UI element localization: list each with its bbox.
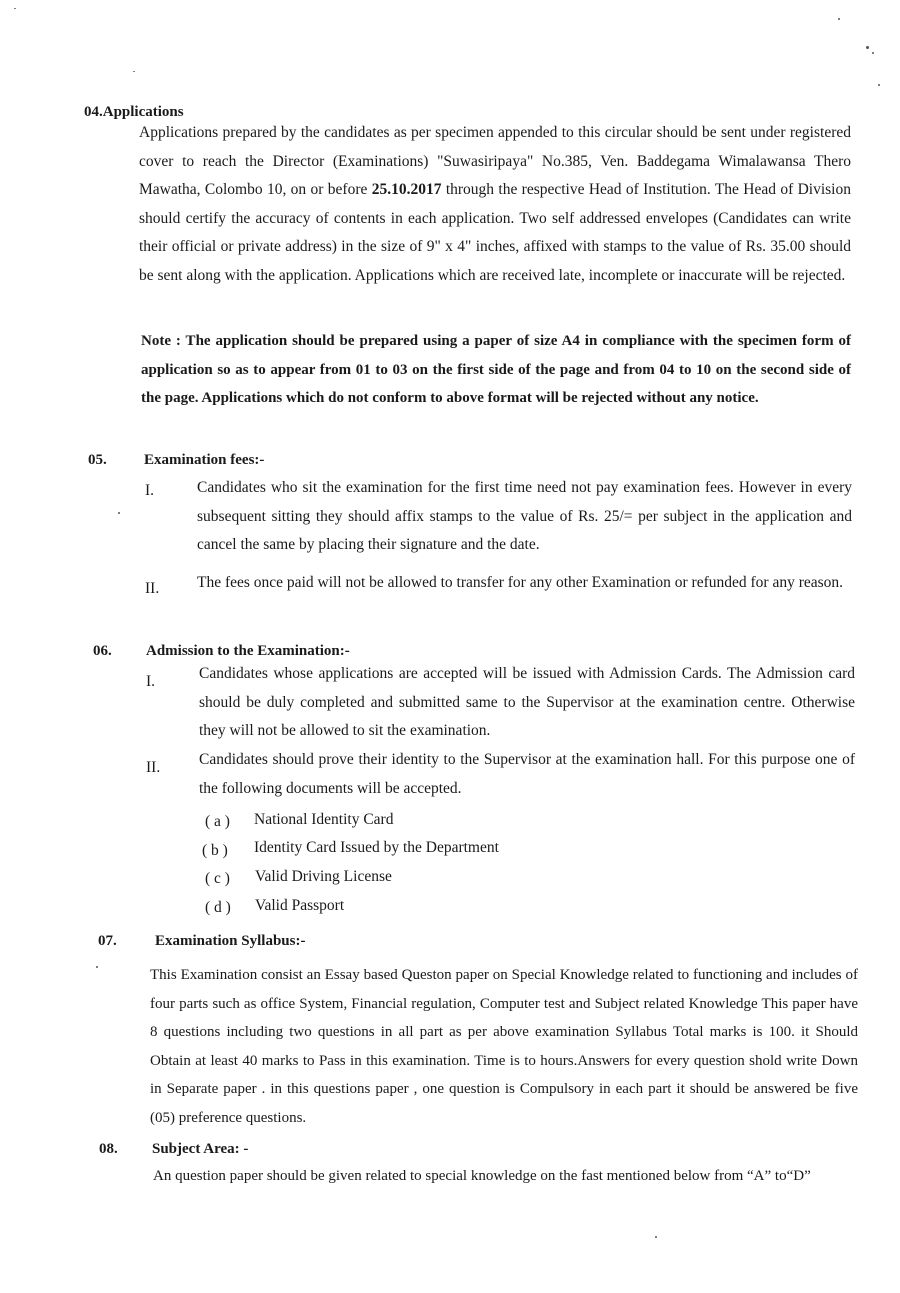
scan-speck: [872, 52, 874, 54]
document-item-text: Valid Passport: [255, 897, 345, 914]
section-06-item-i-text: Candidates whose applications are accepted will be issued with Admission Cards. The Admission card should be duly completed and submitted same to the Supervisor at the examination centre. Otherwise they will not be allowed to sit the examination.: [199, 665, 855, 739]
document-item-text: Valid Driving License: [255, 868, 392, 885]
section-06-item-ii-text: Candidates should prove their identity to the Supervisor at the examination hall. For this purpose one of the following documents will be accepted.: [199, 751, 855, 797]
scan-speck: [14, 8, 16, 9]
document-item-text: Identity Card Issued by the Department: [254, 839, 499, 856]
scan-speck: [655, 1236, 657, 1238]
section-06-number: 06.: [93, 643, 112, 659]
scan-speck: [133, 71, 135, 72]
section-04-paragraph: [139, 119, 851, 290]
section-04-text-start: Applications prepared by the candidates as per specimen appended to this circular should be sent under registered cover to reach the Director (Examinations) "Suwasiripaya" No.385, Ven. Baddegama Wimalawansa Thero Mawatha, Colombo 10, on or before: [139, 124, 851, 198]
document-item-label: ( d ): [205, 899, 231, 916]
scan-speck: [96, 966, 98, 968]
section-07-heading: Examination Syllabus:-: [155, 933, 306, 949]
section-05-item-ii-text: The fees once paid will not be allowed to transfer for any other Examination or refunded for any reason.: [197, 574, 844, 591]
section-04-heading: 04.Applications: [84, 104, 184, 120]
scan-speck: [118, 512, 120, 514]
section-08-number: 08.: [99, 1141, 118, 1157]
deadline-date: 25.10.2017: [371, 181, 442, 198]
section-04-note: Note : The application should be prepared using a paper of size A4 in compliance with the specimen form of application so as to appear from 01 to 03 on the first side of the page and from 04 to 10 on the second side of the page. Applications which do not conform to above format will be rejected without any notice.: [141, 333, 851, 406]
document-item-label: ( b ): [202, 842, 228, 859]
scan-speck: [878, 84, 880, 86]
section-08-text: An question paper should be given related to special knowledge on the fast mentioned below from “A” to“D”: [153, 1168, 811, 1184]
section-06-item-i-number: I.: [146, 673, 156, 690]
section-05-heading: Examination fees:-: [144, 452, 265, 468]
section-07-number: 07.: [98, 933, 117, 949]
scan-speck: [866, 46, 869, 49]
document-item-label: ( c ): [205, 870, 230, 887]
section-08-heading: Subject Area: -: [152, 1141, 249, 1157]
section-05-number: 05.: [88, 452, 107, 468]
section-05-item-ii-number: II.: [145, 580, 160, 597]
section-05-item-i-number: I.: [145, 482, 155, 499]
section-04-text-end: through the respective Head of Institution. The Head of Division should certify the accuracy of contents in each application. Two self addressed envelopes (Candidates can write their official or private address) in the size of 9" x 4" inches, affixed with stamps to the value of Rs. 35.00 should be sent along with the application. Applications which are received late, incomplete or inaccurate will be rejected.: [139, 181, 851, 284]
document-item-text: National Identity Card: [254, 811, 394, 828]
scan-speck: [838, 18, 840, 20]
document-item-label: ( a ): [205, 813, 230, 830]
section-06-item-ii-number: II.: [146, 759, 161, 776]
section-05-item-i-text: Candidates who sit the examination for the first time need not pay examination fees. However in every subsequent sitting they should affix stamps to the value of Rs. 25/= per subject in the application and cancel the same by placing their signature and the date.: [197, 479, 852, 553]
section-06-heading: Admission to the Examination:-: [146, 643, 350, 659]
section-07-text: This Examination consist an Essay based Queston paper on Special Knowledge related to functioning and includes of four parts such as office System, Financial regulation, Computer test and Subject related Knowledge This paper have 8 questions including two questions in all part as per above examination Syllabus Total marks is 100. it Should Obtain at least 40 marks to Pass in this examination. Time is to hours.Answers for every question shold write Down in Separate paper . in this questions paper , one question is Compulsory in each part it should be answered be five (05) preference questions.: [150, 967, 858, 1126]
